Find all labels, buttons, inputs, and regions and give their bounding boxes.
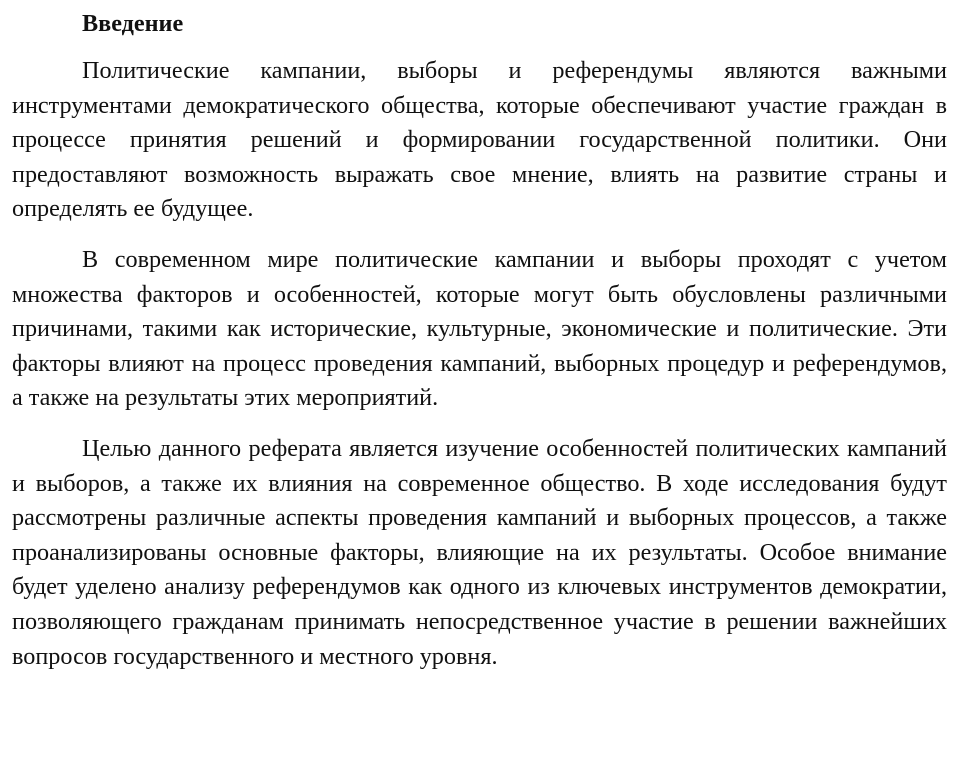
document-page xyxy=(12,0,947,674)
paragraph-1: Политические кампании, выборы и референдумы являются важными инструментами демократического общества, которые обеспечивают участие граждан в процессе принятия решений и формировании государственной политики. Они предоставляют возможность выражать свое мнение, влиять на развитие страны и определять ее будущее. xyxy=(12,57,947,223)
paragraph-2: В современном мире политические кампании и выборы проходят с учетом множества факторов и особенностей, которые могут быть обусловлены различными причинами, такими как исторические, культурные, экономические и политические. Эти факторы влияют на процесс проведения кампаний, выборных процедур и референдумов, а также на результаты этих мероприятий. xyxy=(12,245,947,412)
section-heading: Введение xyxy=(82,10,184,37)
paragraph-3: Целью данного реферата является изучение особенностей политических кампаний и выборов, а также их влияния на современное общество. В ходе исследования будут рассмотрены различные аспекты проведения кампаний и выборных процессов, а также проанализированы основные факторы, влияющие на их результаты. Особое внимание будет уделено анализу референдумов как одного из ключевых инструментов демократии, позволяющего гражданам принимать непосредственное участие в решении важнейших вопросов государственного и местного уровня. xyxy=(12,434,947,670)
